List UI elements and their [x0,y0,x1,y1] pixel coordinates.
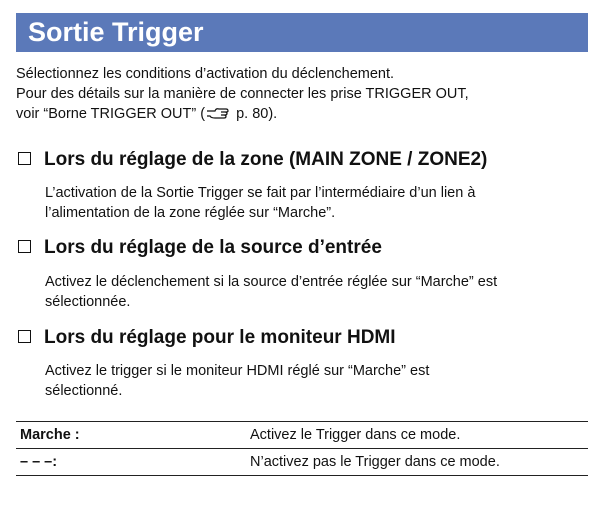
checkbox-icon [18,240,31,253]
section-body-line: Activez le trigger si le moniteur HDMI réglé sur “Marche” est [45,363,430,379]
table-row [16,449,588,476]
hand-pointer-icon [206,106,230,126]
option-description: N’activez pas le Trigger dans ce mode. [246,449,588,476]
section-heading-zone: Lors du réglage de la zone (MAIN ZONE / ZONE2) [16,148,588,172]
section-body-hdmi-monitor [45,361,590,401]
intro-line-3 [16,104,588,126]
checkbox-icon [18,330,31,343]
section-body-line: sélectionnée. [45,294,131,310]
section-body-line: Activez le déclenchement si la source d’entrée réglée sur “Marche” est [45,274,498,290]
section-body-zone [45,183,590,223]
section-heading-input-source: Lors du réglage de la source d’entrée [16,236,588,260]
page-title: Sortie Trigger [28,17,204,47]
intro-line-1: Sélectionnez les conditions d’activation du déclenchement. [16,66,395,82]
intro-ref-text: voir “Borne TRIGGER OUT” ( [16,106,206,122]
intro-ref-page: p. 80). [232,106,278,122]
title-bar [16,13,588,52]
table-row [16,422,588,449]
section-body-line: L’activation de la Sortie Trigger se fait par l’intermédiaire d’un lien à [45,185,476,201]
section-body-input-source [45,272,590,312]
option-label: – – –: [16,449,246,476]
section-heading-hdmi-monitor: Lors du réglage pour le moniteur HDMI [16,326,588,350]
option-label: Marche : [16,422,246,449]
checkbox-icon [18,152,31,165]
intro-text [16,64,588,126]
section-body-line: sélectionné. [45,383,123,399]
option-description: Activez le Trigger dans ce mode. [246,422,588,449]
section-body-line: l’alimentation de la zone réglée sur “Marche”. [45,205,336,221]
intro-line-2: Pour des détails sur la manière de connecter les prise TRIGGER OUT, [16,86,469,102]
options-table [16,421,588,476]
